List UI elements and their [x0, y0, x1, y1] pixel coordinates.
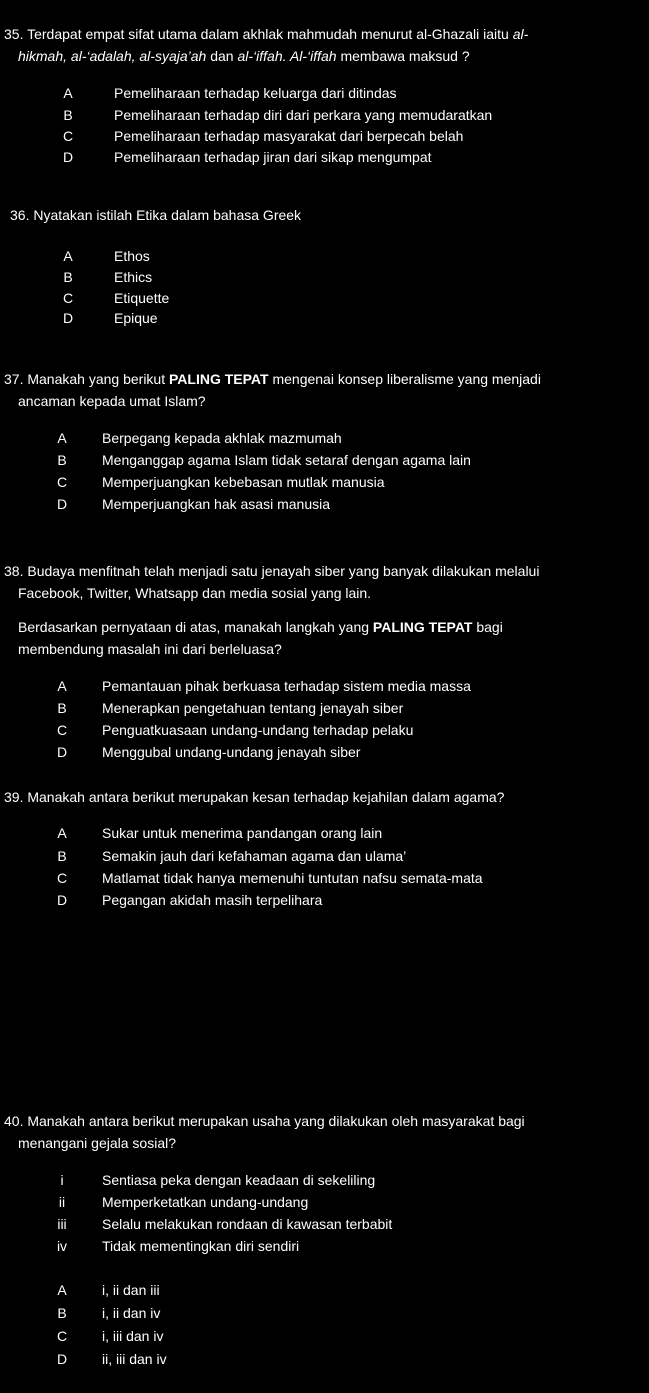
- question-38-scenario: Berdasarkan pernyataan di atas, manakah langkah yang PALING TEPAT bagi membendung masalah ini dari berleluasa?: [18, 619, 503, 657]
- question-38-stem: 38. Budaya menfitnah telah menjadi satu jenayah siber yang banyak dilakukan melalui Facebook, Twitter, Whatsapp dan media sosial yang lain.: [4, 563, 540, 601]
- question-35-stem: 35. Terdapat empat sifat utama dalam akhlak mahmudah menurut al-Ghazali iaitu al- hikmah, al-‘adalah, al-syaja’ah dan al-‘iffah. Al-‘iffah membawa maksud ?: [4, 26, 529, 64]
- question-37-stem: 37. Manakah yang berikut PALING TEPAT mengenai konsep liberalisme yang menjadi ancaman kepada umat Islam?: [4, 371, 541, 409]
- question-40-stem: 40. Manakah antara berikut merupakan usaha yang dilakukan oleh masyarakat bagi menangani gejala sosial?: [4, 1113, 525, 1151]
- question-36-stem: 36. Nyatakan istilah Etika dalam bahasa Greek: [10, 207, 302, 223]
- question-39-stem: 39. Manakah antara berikut merupakan kesan terhadap kejahilan dalam agama?: [4, 789, 505, 805]
